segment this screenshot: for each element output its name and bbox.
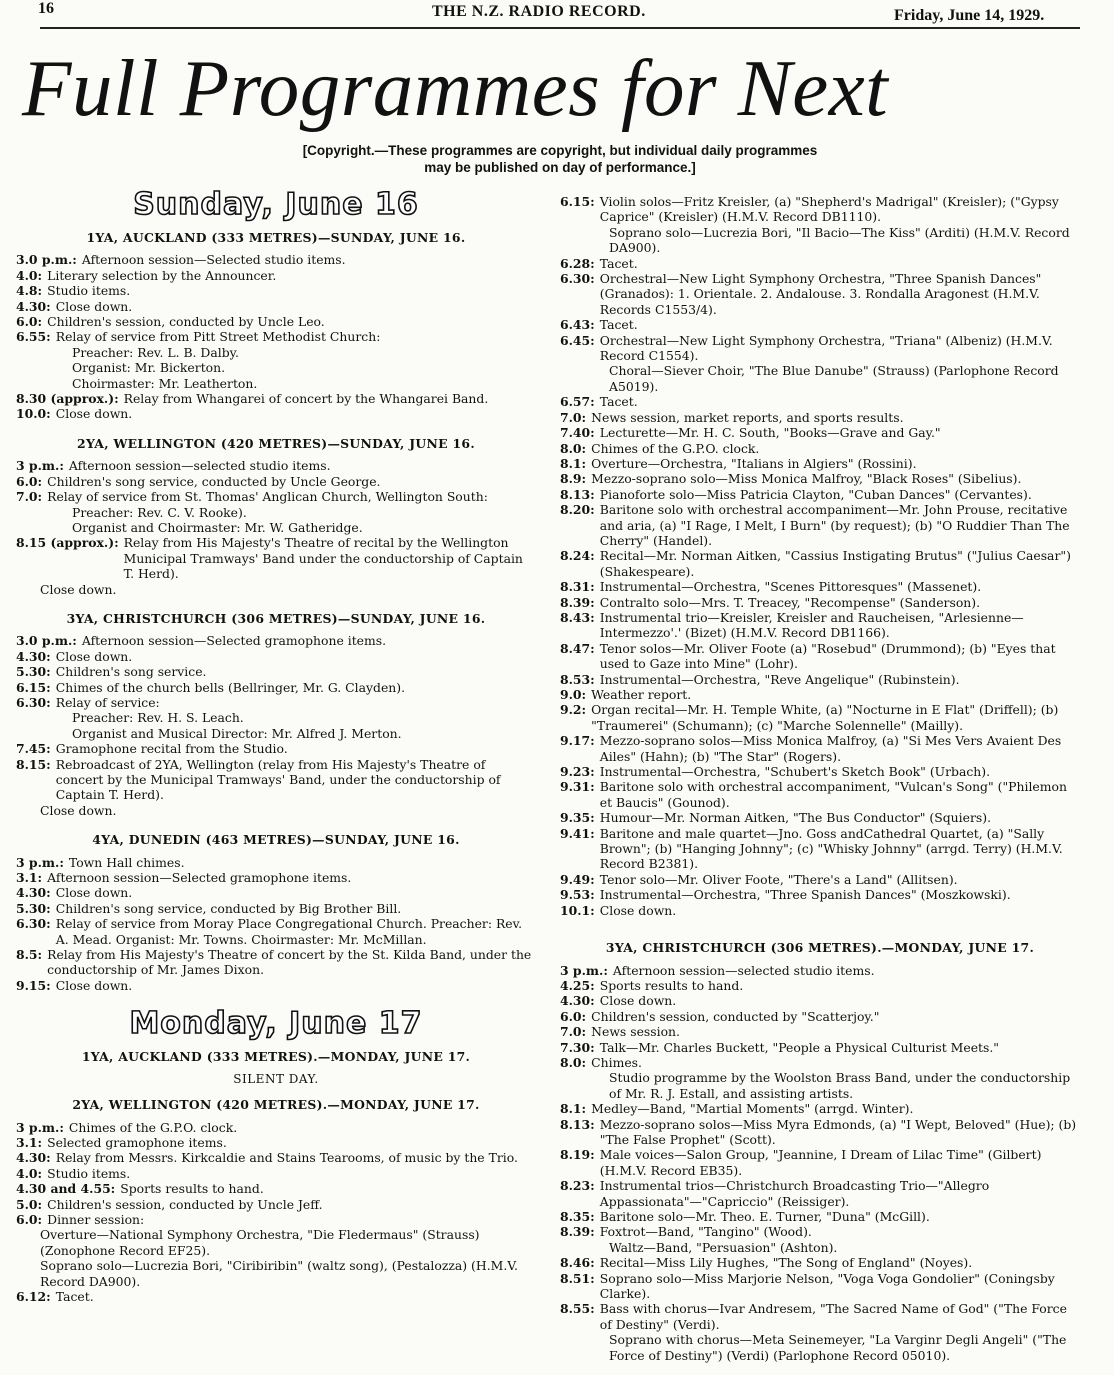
programme-entry [560,1147,1080,1178]
programme-detail: Choirmaster: Mr. Leatherton. [72,375,258,391]
entry-text: Recital—Mr. Norman Aitken, "Cassius Instigating Brutus" ("Julius Caesar") (Shakespeare). [599,548,1071,579]
entry-time: 8.20: [560,502,595,518]
entry-time: 4.30: [16,648,51,664]
entry-text: Close down. [55,648,133,664]
entry-time: 6.12: [16,1288,51,1304]
entry-text: Close down. [55,977,133,993]
entry-time: 6.43: [560,317,595,333]
entry-time: 8.51: [560,1270,595,1286]
programme-entry [16,870,536,885]
programme-detail: Organist and Choirmaster: Mr. W. Gatheridge. [72,519,363,535]
entry-text: Baritone solo with orchestral accompaniment, "Vulcan's Song" ("Philemon et Baucis" (Gounod). [599,779,1067,810]
entry-time: 6.55: [16,329,51,345]
entry-text: Overture—Orchestra, "Italians in Algiers" (Rossini). [591,455,917,471]
entry-time: 8.0: [560,440,587,456]
programme-entry [16,1166,536,1181]
programme-entry [560,702,1080,733]
entry-text: Humour—Mr. Norman Aitken, "The Bus Conductor" (Squiers). [599,810,992,826]
entry-text: Afternoon session—Selected studio items. [81,252,346,268]
entry-time: 4.25: [560,977,595,993]
programme-entry [560,1332,1080,1363]
entry-time: 6.0: [16,1211,43,1227]
programme-entry [16,299,536,314]
programme-entry [560,363,1080,394]
entry-time: 3.1: [16,870,43,886]
station-programme [16,633,536,818]
entry-text: Soprano solo—Lucrezia Bori, "Il Bacio—The Kiss" (Arditi) (H.M.V. Record DA900). [609,224,1070,256]
programme-entry [16,406,536,421]
day-heading-sunday: Sunday, June 16 [133,187,419,222]
entry-time: 3 p.m.: [16,1119,64,1135]
entry-time: 6.28: [560,255,595,271]
station-programme-continued [560,194,1080,918]
entry-text: Bass with chorus—Ivar Andresem, "The Sacred Name of God" ("The Force of Destiny" (Verdi). [599,1301,1067,1332]
programme-entry [16,1150,536,1165]
entry-text: News session. [591,1024,680,1040]
programme-entry [560,1178,1080,1209]
entry-time: 6.57: [560,394,595,410]
entry-text: Tacet. [599,394,638,410]
entry-time: 6.0: [16,473,43,489]
entry-time: 5.30: [16,900,51,916]
entry-time: 6.0: [560,1008,587,1024]
programme-entry [560,672,1080,687]
programme-entry [16,458,536,473]
entry-text: Relay of service from St. Thomas' Anglican Church, Wellington South: [47,489,488,505]
entry-time: 5.0: [16,1196,43,1212]
station-title: 1YA, AUCKLAND (333 METRES).—MONDAY, JUNE 17. [81,1049,471,1065]
entry-text: Contralto solo—Mrs. T. Treacey, "Recompense" (Sanderson). [599,594,981,610]
entry-text: Sports results to hand. [599,977,744,993]
publication-title: THE N.Z. RADIO RECORD. [432,3,646,20]
programme-entry [16,252,536,267]
programme-entry [560,993,1080,1008]
programme-entry [16,1135,536,1150]
programme-entry [560,1070,1080,1101]
programme-entry [16,633,536,648]
programme-entry [16,329,536,344]
entry-text: Medley—Band, "Martial Moments" (arrgd. Winter). [591,1101,914,1117]
entry-text: Relay from Messrs. Kirkcaldie and Stains Tearooms, of music by the Trio. [55,1150,518,1166]
entry-time: 8.43: [560,609,595,625]
entry-time: 3.0 p.m.: [16,252,77,268]
entry-text: Tacet. [599,317,638,333]
entry-text: Afternoon session—Selected gramophone items. [47,870,352,886]
entry-text: Violin solos—Fritz Kreisler, (a) "Shepherd's Madrigal" (Kreisler); ("Gypsy Caprice" (Kreisler) (H.M.V. Record DB1110). [599,194,1059,225]
station-title: 2YA, WELLINGTON (420 METRES).—MONDAY, JUNE 17. [72,1097,480,1113]
left-column [16,186,536,1304]
entry-time: 8.46: [560,1255,595,1271]
entry-text: Close down. [55,885,133,901]
entry-time: 9.53: [560,887,595,903]
entry-text: Gramophone recital from the Studio. [55,741,288,757]
entry-text: Tenor solos—Mr. Oliver Foote (a) "Rosebud" (Drummond); (b) "Eyes that used to Gaze into Mine" (Lohr). [599,640,1056,672]
programme-entry [560,225,1080,256]
entry-time: 9.0: [560,687,587,702]
programme-detail: Preacher: Rev. H. S. Leach. [72,710,244,726]
entry-text: Literary selection by the Announcer. [47,267,277,283]
entry-text: Afternoon session—Selected gramophone items. [81,633,387,649]
entry-text: Children's song service, conducted by Big Brother Bill. [55,900,402,916]
programme-entry [16,741,536,756]
programme-entry [560,1224,1080,1239]
entry-text: Selected gramophone items. [47,1134,227,1150]
entry-time: 8.15 (approx.): [16,535,119,551]
programme-entry [16,1181,536,1196]
entry-time: 8.0: [560,1054,587,1070]
entry-time: 6.45: [560,332,595,348]
entry-time: 9.23: [560,764,595,780]
programme-detail: Overture—National Symphony Orchestra, "Die Fledermaus" (Strauss) (Zonophone Record EF25). [40,1227,480,1258]
programme-entry [560,579,1080,594]
entry-time: 5.30: [16,664,51,680]
entry-text: Tenor solo—Mr. Oliver Foote, "There's a Land" (Allitsen). [599,871,958,887]
entry-time: 8.9: [560,471,587,487]
entry-time: 9.41: [560,825,595,841]
entry-time: 8.19: [560,1147,595,1163]
entry-text: Chimes of the G.P.O. clock. [68,1119,238,1135]
entry-text: Town Hall chimes. [68,854,185,870]
entry-text: Chimes of the church bells (Bellringer, Mr. G. Clayden). [55,679,406,695]
programme-entry [560,887,1080,902]
entry-time: 7.0: [16,489,43,505]
entry-text: Choral—Siever Choir, "The Blue Danube" (Strauss) (Parlophone Record A5019). [609,363,1059,394]
programme-entry [560,1209,1080,1224]
programme-entry [560,872,1080,887]
entry-time: 3.1: [16,1134,43,1150]
programme-entry [16,314,536,329]
programme-entry [560,471,1080,486]
entry-text: Close down. [599,902,677,918]
entry-time: 6.15: [560,194,595,209]
entry-time: 10.0: [16,406,51,422]
entry-text: Close down. [55,406,133,422]
entry-text: Mezzo-soprano solos—Miss Myra Edmonds, (a) "I Wept, Beloved" (Hue); (b) "The False Prophet" (Scott). [599,1116,1077,1147]
programme-entry [560,687,1080,702]
station-programme [16,1120,536,1305]
programme-entry [560,1101,1080,1116]
entry-text: Pianoforte solo—Miss Patricia Clayton, "Cuban Dances" (Cervantes). [599,486,1032,502]
entry-time: 9.2: [560,702,587,718]
programme-entry [16,680,536,695]
programme-entry [16,885,536,900]
entry-time: 7.45: [16,741,51,757]
entry-time: 8.13: [560,486,595,502]
programme-entry [560,610,1080,641]
programme-entry [16,283,536,298]
entry-time: 9.31: [560,779,595,795]
programme-entry [560,1009,1080,1024]
station-programme [560,963,1080,1364]
right-column [560,194,1080,1363]
entry-text: Waltz—Band, "Persuasion" (Ashton). [609,1239,838,1255]
entry-time: 7.40: [560,425,595,441]
programme-entry [16,1120,536,1135]
entry-time: 9.15: [16,977,51,993]
entry-text: Sports results to hand. [120,1181,264,1197]
entry-time: 4.8: [16,283,43,299]
programme-entry [560,1040,1080,1055]
entry-text: Baritone and male quartet—Jno. Goss andCathedral Quartet, (a) "Sally Brown"; (b) "Hanging Johnny"; (c) "Whisky Johnny" (arrgd. Terry) (H.M.V. Record B2381). [599,825,1063,872]
entry-time: 4.0: [16,267,43,283]
entry-text: Studio programme by the Woolston Brass Band, under the conductorship of Mr. R. J. Estall, and assisting artists. [609,1070,1071,1101]
entry-text: Afternoon session—selected studio items. [612,962,875,978]
entry-time: 8.1: [560,455,587,471]
page-number: 16 [38,0,54,17]
station-programme [16,855,536,994]
programme-entry [560,1255,1080,1270]
entry-text: Foxtrot—Band, "Tangino" (Wood). [599,1224,812,1240]
programme-entry [560,317,1080,332]
print-noise [20,1336,620,1350]
entry-text: Relay from Whangarei of concert by the Whangarei Band. [123,391,489,407]
programme-entry [16,1197,536,1212]
entry-time: 8.5: [16,947,43,963]
entry-time: 9.35: [560,810,595,826]
programme-entry [560,256,1080,271]
programme-entry [560,548,1080,579]
entry-text: Mezzo-soprano solo—Miss Monica Malfroy, "Black Roses" (Sibelius). [591,471,1022,487]
programme-entry [560,410,1080,425]
entry-text: Close down. [55,298,133,314]
masthead-rule [40,27,1080,29]
entry-text: Soprano with chorus—Meta Seinemeyer, "La Varginr Degli Angeli" ("The Force of Destiny") (Verdi) (Parlophone Record 05010). [609,1332,1067,1363]
entry-text: Studio items. [47,1165,131,1181]
entry-time: 6.0: [16,314,43,330]
entry-text: Children's song service, conducted by Uncle George. [47,473,381,489]
entry-time: 4.30: [16,298,51,314]
entry-text: Relay from His Majesty's Theatre of concert by the St. Kilda Band, under the conductorship of Mr. James Dixon. [47,947,532,978]
entry-time: 8.15: [16,756,51,772]
entry-time: 3 p.m.: [16,458,64,474]
entry-time: 4.30: [16,885,51,901]
entry-text: Chimes of the G.P.O. clock. [591,440,760,456]
entry-text: Instrumental—Orchestra, "Schubert's Sketch Book" (Urbach). [599,764,991,780]
station-programme [16,252,536,421]
entry-text: Children's session, conducted by Uncle Leo. [47,314,325,330]
entry-time: 8.53: [560,671,595,687]
programme-entry [16,1289,536,1304]
entry-time: 6.30: [16,694,51,710]
entry-time: 8.13: [560,1116,595,1132]
entry-text: Chimes. [591,1054,642,1070]
entry-time: 4.0: [16,1165,43,1181]
programme-entry [560,810,1080,825]
programme-entry [560,641,1080,672]
entry-time: 8.35: [560,1209,595,1224]
entry-time: 4.30: [16,1150,51,1166]
entry-time: 4.30 and 4.55: [16,1181,116,1197]
programme-entry [560,425,1080,440]
entry-text: Mezzo-soprano solos—Miss Monica Malfroy, (a) "Si Mes Vers Avaient Des Ailes" (Hahn); (b) "The Star" (Rogers). [599,733,1062,764]
entry-text: Instrumental—Orchestra, "Reve Angelique" (Rubinstein). [599,671,960,687]
entry-time: 6.30: [560,271,595,287]
programme-entry [560,764,1080,779]
entry-text: Male voices—Salon Group, "Jeannine, I Dream of Lilac Time" (Gilbert) (H.M.V. Record EB35). [599,1147,1042,1178]
station-title: 1YA, AUCKLAND (333 METRES)—SUNDAY, JUNE 16. [86,230,466,245]
entry-text: Instrumental—Orchestra, "Three Spanish Dances" (Moszkowski). [599,887,1011,903]
programme-entry [560,963,1080,978]
entry-text: Weather report. [591,687,692,702]
entry-text: Afternoon session—selected studio items. [68,458,331,474]
programme-entry [16,947,536,978]
entry-text: Soprano solo—Miss Marjorie Nelson, "Voga Voga Gondolier" (Coningsby Clarke). [599,1270,1055,1302]
entry-time: 10.1: [560,902,595,918]
programme-entry [16,695,536,710]
entry-text: Relay of service from Pitt Street Methodist Church: [55,329,381,345]
programme-entry [16,901,536,916]
programme-entry [560,1024,1080,1039]
station-title: 2YA, WELLINGTON (420 METRES)—SUNDAY, JUNE 16. [77,435,475,451]
entry-time: 8.39: [560,1224,595,1240]
programme-entry [560,1301,1080,1332]
station-title: 4YA, DUNEDIN (463 METRES)—SUNDAY, JUNE 16. [92,832,460,848]
masthead [0,0,1114,40]
programme-entry [16,489,536,504]
programme-entry [16,535,536,581]
entry-text: Lecturette—Mr. H. C. South, "Books—Grave and Gay." [599,425,941,441]
entry-time: 4.30: [560,993,595,1009]
programme-entry [560,1117,1080,1148]
station-title: 3YA, CHRISTCHURCH (306 METRES)—SUNDAY, JUNE 16. [66,610,486,626]
entry-time: 8.47: [560,640,595,656]
day-heading-monday: Monday, June 17 [129,1006,423,1042]
entry-text: News session, market reports, and sports results. [591,409,904,425]
entry-text: Children's session, conducted by "Scatterjoy." [591,1008,880,1024]
entry-time: 8.30 (approx.): [16,391,119,407]
programme-entry [16,474,536,489]
programme-entry [560,733,1080,764]
programme-entry [16,649,536,664]
programme-entry [560,502,1080,548]
programme-entry [16,978,536,993]
page-headline: Full Programmes for Next [22,43,889,133]
entry-time: 6.30: [16,916,51,932]
entry-time: 9.17: [560,733,595,749]
entry-text: Tacet. [55,1288,94,1304]
programme-entry [560,456,1080,471]
entry-text: Relay of service: [55,694,160,710]
programme-entry [560,487,1080,502]
programme-entry [16,391,536,406]
programme-entry [560,1055,1080,1070]
entry-time: 8.24: [560,548,595,564]
issue-date: Friday, June 14, 1929. [894,7,1045,24]
programme-entry [560,394,1080,409]
entry-time: 8.55: [560,1301,595,1317]
programme-entry [560,271,1080,317]
entry-time: 7.0: [560,1024,587,1040]
entry-time: 8.39: [560,594,595,610]
programme-detail: Preacher: Rev. L. B. Dalby. [72,344,239,360]
programme-detail: Organist: Mr. Bickerton. [72,360,226,376]
entry-text: Talk—Mr. Charles Buckett, "People a Physical Culturist Meets." [599,1039,1000,1055]
programme-entry [560,826,1080,872]
entry-text: Relay of service from Moray Place Congregational Church. Preacher: Rev. A. Mead. Organist: Mr. Towns. Choirmaster: Mr. McMillan. [55,916,523,947]
entry-time: 8.23: [560,1178,595,1194]
entry-text: Baritone solo with orchestral accompaniment—Mr. John Prouse, recitative and aria, (a) "I Rage, I Melt, I Burn" (by request); (b) "O Ruddier Than The Cherry" (Handel). [599,502,1070,548]
entry-time: 3 p.m.: [560,962,608,978]
entry-text: Tacet. [599,255,638,271]
entry-time: 7.0: [560,409,587,425]
entry-time: 6.15: [16,679,51,695]
entry-text: Organ recital—Mr. H. Temple White, (a) "Nocturne in E Flat" (Driffell); (b) "Traumerei" (Schumann); (c) "Marche Solennelle" (Mailly). [591,702,1059,733]
programme-entry [16,664,536,679]
entry-text: Close down. [599,993,677,1009]
entry-text: Dinner session: [47,1211,145,1227]
silent-day-note: SILENT DAY. [233,1071,319,1086]
programme-entry [560,194,1080,225]
entry-text: Rebroadcast of 2YA, Wellington (relay from His Majesty's Theatre of concert by the Municipal Tramways' Band, under the conductorship of Captain T. Herd). [55,756,501,803]
station-programme [16,458,536,597]
programme-detail: Close down. [40,802,117,818]
entry-time: 8.31: [560,579,595,595]
entry-text: Orchestral—New Light Symphony Orchestra, "Three Spanish Dances" (Granados): 1. Orientale. 2. Andalouse. 3. Rondalla Aragonest (H.M.V. Records C1553/4). [599,271,1042,317]
programme-detail: Preacher: Rev. C. V. Rooke). [72,504,247,520]
programme-entry [16,268,536,283]
entry-text: Relay from His Majesty's Theatre of recital by the Wellington Municipal Tramways' Band under the conductorship of Captain T. Herd). [123,535,523,582]
programme-entry [560,441,1080,456]
copyright-notice: [Copyright.—These programmes are copyright, but individual daily programmes may be published on day of performance.] [302,143,818,175]
programme-entry [16,757,536,803]
entry-text: Instrumental—Orchestra, "Scenes Pittoresques" (Massenet). [599,579,982,595]
station-title: 3YA, CHRISTCHURCH (306 METRES).—MONDAY, JUNE 17. [605,940,1035,956]
entry-time: 7.30: [560,1039,595,1055]
programme-entry [560,1240,1080,1255]
entry-text: Children's song service. [55,664,207,680]
programme-detail: Close down. [40,581,117,597]
entry-text: Children's session, conducted by Uncle Jeff. [47,1196,323,1212]
programme-entry [16,1212,536,1227]
entry-time: 8.1: [560,1101,587,1117]
programme-entry [560,903,1080,918]
programme-entry [560,978,1080,993]
programme-entry [560,1271,1080,1302]
programme-detail: Organist and Musical Director: Mr. Alfred J. Merton. [72,725,402,741]
entry-text: Orchestral—New Light Symphony Orchestra, "Triana" (Albeniz) (H.M.V. Record C1554). [599,332,1053,364]
entry-time: 3 p.m.: [16,854,64,870]
programme-entry [560,333,1080,364]
entry-text: Studio items. [47,283,131,299]
programme-entry [560,779,1080,810]
programme-entry [16,855,536,870]
entry-text: Instrumental trios—Christchurch Broadcasting Trio—"Allegro Appassionata"—"Capriccio" (Reissiger). [599,1178,990,1209]
programme-detail: Soprano solo—Lucrezia Bori, "Ciribiribin" (waltz song), (Pestalozza) (H.M.V. Record DA900). [40,1258,518,1289]
entry-text: Recital—Miss Lily Hughes, "The Song of England" (Noyes). [599,1255,973,1271]
entry-text: Instrumental trio—Kreisler, Kreisler and Raucheisen, "Arlesienne—Intermezzo'.' (Bizet) (H.M.V. Record DB1166). [599,609,1024,641]
programme-entry [560,595,1080,610]
programme-entry [16,916,536,947]
entry-time: 3.0 p.m.: [16,633,77,649]
entry-time: 9.49: [560,871,595,887]
entry-text: Baritone solo—Mr. Theo. E. Turner, "Duna" (McGill). [599,1209,930,1224]
